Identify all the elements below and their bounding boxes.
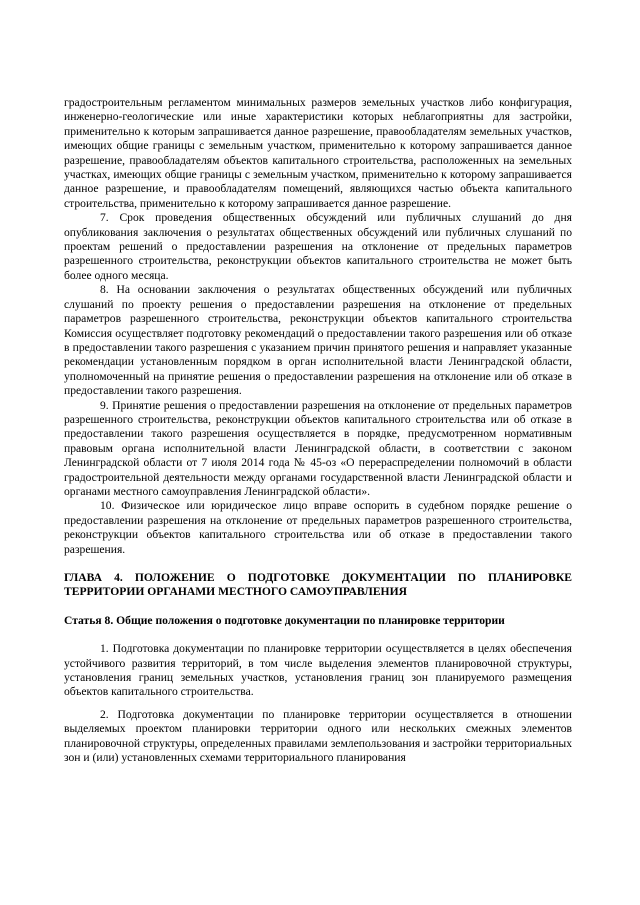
article-paragraph-1: 1. Подготовка документации по планировке территории осуществляется в целях обеспечения устойчивого развития территорий, в том числе выделения элементов планировочной структуры, установления границ земельных участков, установления границ зон планируемого размещения объектов капитального строительства. <box>64 642 572 699</box>
chapter-heading: ГЛАВА 4. ПОЛОЖЕНИЕ О ПОДГОТОВКЕ ДОКУМЕНТАЦИИ ПО ПЛАНИРОВКЕ ТЕРРИТОРИИ ОРГАНАМИ МЕСТНОГО САМОУПРАВЛЕНИЯ <box>64 571 572 599</box>
document-body <box>64 96 572 765</box>
article-heading: Статья 8. Общие положения о подготовке документации по планировке территории <box>64 613 505 627</box>
article-paragraph-2: 2. Подготовка документации по планировке территории осуществляется в отношении выделяемых проектом планировки территории одного или нескольких смежных элементов планировочной структуры, определенных правилами землепользования и застройки территориальных зон и (или) установленных схемами территориального планирования <box>64 707 572 765</box>
paragraph-item-7: 7. Срок проведения общественных обсуждений или публичных слушаний до дня опубликования заключения о результатах общественных обсуждений или публичных слушаний по проектам решений о предоставлении разрешения на отклонение от предельных параметров разрешенного строительства, реконструкции объектов капитального строительства не может быть более одного месяца. <box>64 211 572 282</box>
paragraph-item-9: 9. Принятие решения о предоставлении разрешения на отклонение от предельных параметров разрешенного строительства, реконструкции объектов капитального строительства или об отказе в предоставлении такого разрешения осуществляется в порядке, предусмотренном нормативным правовым органа исполнительной власти Ленинградской области, в соответствии с законом Ленинградской области от 7 июля 2014 года № 45-оз «О перераспределении полномочий в области градостроительной деятельности между органами государственной власти Ленинградской области и органами местного самоуправления Ленинградской области». <box>64 398 572 498</box>
paragraph-continuation: градостроительным регламентом минимальных размеров земельных участков либо конфигурация, инженерно-геологические или иные характеристики которых неблагоприятны для застройки, применительно к которым запрашивается данное разрешение, правообладателям земельных участков, имеющих общие границы с земельным участком, применительно к которому запрашивается данное разрешение, правообладателям объектов капитального строительства, расположенных на земельных участках, имеющих общие границы с земельным участком, применительно к которому запрашивается данное разрешение, и правообладателям помещений, являющихся частью объекта капитального строительства, применительно к которому запрашивается данное разрешение. <box>64 96 572 210</box>
paragraph-item-10: 10. Физическое или юридическое лицо вправе оспорить в судебном порядке решение о предоставлении разрешения на отклонение от предельных параметров разрешенного строительства, реконструкции объектов капитального строительства или об отказе в предоставлении такого разрешения. <box>64 499 572 556</box>
paragraph-item-8: 8. На основании заключения о результатах общественных обсуждений или публичных слушаний по проекту решения о предоставлении разрешения на отклонение от предельных параметров разрешенного строительства, реконструкции объектов капитального строительства Комиссия осуществляет подготовку рекомендаций о предоставлении такого разрешения или об отказе в предоставлении такого разрешения с указанием причин принятого решения и направляет указанные рекомендации установленным порядком в орган исполнительной власти Ленинградской области, уполномоченный на принятие решения о предоставлении разрешения на отклонение или об отказе в предоставлении такого разрешения. <box>64 283 572 398</box>
